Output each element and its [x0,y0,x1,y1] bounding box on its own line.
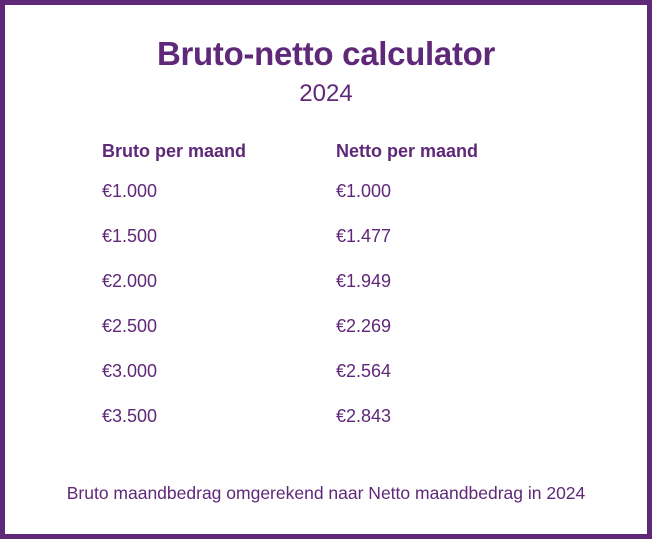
table-row [102,214,536,259]
bruto-netto-table [102,133,536,439]
bruto-cell: €3.500 [102,406,158,426]
column-header-bruto: Bruto per maand [102,140,247,161]
table-row [102,349,536,394]
netto-cell: €1.949 [336,271,392,291]
year-subtitle: 2024 [299,80,353,107]
table-row [102,304,536,349]
table-caption: Bruto maandbedrag omgerekend naar Netto maandbedrag in 2024 [66,483,586,503]
table-row [102,169,536,214]
netto-cell: €2.564 [336,361,392,381]
bruto-cell: €3.000 [102,361,158,381]
bruto-cell: €2.500 [102,316,158,336]
netto-cell: €2.843 [336,406,392,426]
netto-cell: €2.269 [336,316,392,336]
column-header-netto: Netto per maand [336,140,479,161]
table-row [102,259,536,304]
bruto-cell: €1.000 [102,181,158,201]
bruto-cell: €2.000 [102,271,158,291]
netto-cell: €1.000 [336,181,392,201]
table-row [102,394,536,439]
table-header-row [102,133,536,169]
netto-cell: €1.477 [336,226,392,246]
page-title: Bruto-netto calculator [156,35,496,72]
bruto-cell: €1.500 [102,226,158,246]
